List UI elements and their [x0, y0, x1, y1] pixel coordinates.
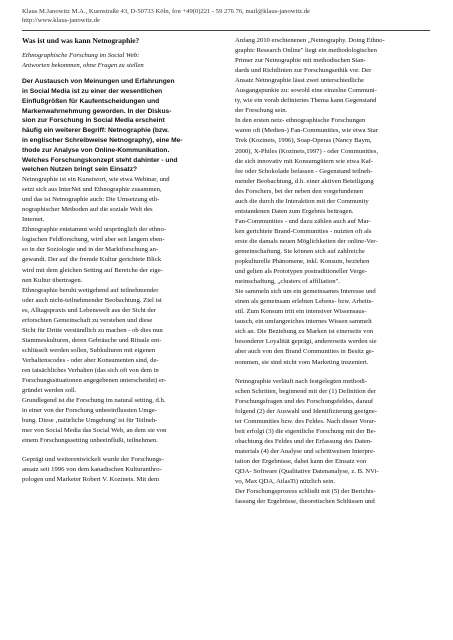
- text-line: tausch, ein umfangreiches internes Wissen sammelt: [235, 318, 372, 326]
- text-line: graphic Research Online" liegt ein methodologischen: [235, 47, 377, 55]
- text-line: schen Schritten, beginnend mit der (1) Definition der: [235, 387, 376, 395]
- text-line: welchen Nutzen bringt sein Einsatz?: [22, 166, 138, 174]
- text-line: oder auch nicht-teilnehmender Beobachtung. Ziel ist: [22, 296, 162, 304]
- article-subtitle: [22, 51, 218, 71]
- header-divider: [22, 30, 430, 31]
- text-line: In den ersten netz- ethnographische Forschungen: [235, 117, 366, 125]
- text-line: des Forschers, bei der neben den vorgefundenen: [235, 187, 364, 195]
- text-line: Der Austausch von Meinungen und Erfahrungen: [22, 78, 175, 86]
- text-line: thode zur Analyse von Online-Kommunikation.: [22, 146, 170, 154]
- text-line: Sicht für Dritte verständlich zu machen - ob dies nun: [22, 326, 163, 334]
- text-line: so in der Soziologie und in der Marktforschung an-: [22, 246, 159, 254]
- text-line: Netnographie ist ein Kunstwort, wie etwa Webinar, und: [22, 176, 170, 184]
- left-body-text: [22, 77, 218, 485]
- text-line: vo, Max QDA, AtlasTi) nützlich sein.: [235, 478, 336, 486]
- letterhead-address: Klaus M.Janowitz M.A., Kuenstraße 43, D-50733 Köln, fon +49(0)221 - 59 276 76, mail@klaus-janowitz.de: [22, 8, 310, 15]
- text-line: Internet.: [22, 216, 45, 224]
- text-line: Einflußgrößen für Kaufentscheidungen und: [22, 97, 160, 105]
- text-line: waren oft (Medien-) Fan-Communities, wie etwa Star: [235, 127, 378, 135]
- text-line: Stammeskulturen, deren Gebräuche und Rituale ent-: [22, 336, 162, 344]
- text-line: Grundlegend ist die Forschung im natural setting, d.h.: [22, 397, 166, 405]
- text-line: ty, wie ein vorab definiertes Thema kann Gegenstand: [235, 97, 377, 105]
- text-line: folgend (2) der Auswahl und Identifizierung geeigne-: [235, 407, 377, 415]
- text-line: in englischer Schreibweise Netnography), eine Me-: [22, 136, 183, 144]
- text-line: der Forschung sein.: [235, 107, 288, 115]
- text-line: ter Communities bzw. des Feldes. Nach dieser Vorar-: [235, 417, 377, 425]
- text-line: und das ist Netnographie auch: Die Umsetzung eth-: [22, 196, 160, 204]
- text-line: Ethnographie entstammt wohl ursprünglich der ethno-: [22, 226, 167, 234]
- text-line: aber auch von den Brand Communities in Besitz ge-: [235, 348, 375, 356]
- subtitle-line: Ethnographische Forschung im Social Web:: [22, 52, 140, 60]
- text-line: setzt sich aus InterNet und Ethnographie zusammen,: [22, 186, 162, 194]
- text-line: bung. Diese ‚natürliche Umgebung' ist für Teilneh-: [22, 417, 158, 425]
- text-line: tation der Ergebnisse, dabei kann der Einsatz von: [235, 457, 367, 465]
- text-line: fassung der Ergebnisse, theoretischen Schlüssen und: [235, 498, 375, 506]
- text-line: gewandt. Der auf die fremde Kultur gerichtete Blick: [22, 256, 162, 264]
- text-line: Primer zur Netnographie mit methodischen Stan-: [235, 57, 366, 65]
- text-line: Verhaltenscodes - oder aber Konsumenten sind, de-: [22, 356, 159, 364]
- text-line: gründet werden soll.: [22, 387, 77, 395]
- text-line: Ansatz Netnographie lässt zwei unterschiedliche: [235, 77, 365, 85]
- text-line: [235, 368, 431, 377]
- subtitle-line: Antworten bekommen, ohne Fragen zu stellen: [22, 62, 144, 70]
- text-line: Ethnographie beruht weitgehend auf teilnehmender: [22, 286, 159, 294]
- text-line: beit erfolgt (3) die eigentliche Forschung mit der Be-: [235, 427, 376, 435]
- text-line: Trek (Kozinets, 1996), Soap-Operas (Nancy Baym,: [235, 137, 372, 145]
- text-line: und gelten als Prototypen postraditioneller Verge-: [235, 268, 367, 276]
- text-line: Forschungsfragen und des Forschungsfeldes, darauf: [235, 397, 374, 405]
- text-line: Anfang 2010 erschienenen „Netnography. Doing Ethno-: [235, 37, 385, 44]
- text-line: nommen, sie sind nicht vom Marketing inszeniert.: [235, 358, 369, 366]
- right-body-text: [235, 36, 431, 507]
- text-line: schlüsselt werden sollen, Subkulturen mit eigenen: [22, 346, 156, 354]
- text-line: Sie sammeln sich um ein gemeinsames Interesse und: [235, 288, 376, 296]
- text-line: logischen Feldforschung, wird aber seit langem eben-: [22, 236, 165, 244]
- left-column: [22, 36, 218, 486]
- text-line: ken gerichtete Brand-Communities - nutzten oft als: [235, 227, 372, 235]
- text-line: ren tatsächliches Verhalten (das sich oft von dem in: [22, 367, 159, 374]
- text-line: fee oder Schokolade befassen - Gegenstand teilneh-: [235, 167, 373, 175]
- text-line: erste die damals neuen Möglichkeiten der online-Ver-: [235, 237, 378, 245]
- text-line: besonderer Loyalität geprägt, andererseits werden sie: [235, 338, 377, 346]
- text-line: entstandenen Daten zum Ergebnis beitragen.: [235, 207, 354, 215]
- right-column: [235, 36, 431, 507]
- text-line: QDA- Software (Qualitative Datenanalyse, z. B. NVi-: [235, 467, 379, 475]
- letterhead-website[interactable]: http://www.klaus-janowitz.de: [22, 17, 100, 25]
- text-line: pologen und Marketer Robert V. Kozinets. Mit dem: [22, 476, 160, 484]
- text-line: [22, 446, 218, 455]
- text-line: nen Kultur übertragen.: [22, 276, 83, 284]
- text-line: sich an. Die Beziehung zu Marken ist einerseits von: [235, 328, 374, 336]
- text-line: obachtung des Feldes und der Erfassung des Daten-: [235, 437, 373, 445]
- text-line: in einer von der Forschung unbeeinflussten Umge-: [22, 407, 157, 415]
- text-line: es, Alltagspraxis und Lebenswelt aus der Sicht der: [22, 306, 156, 314]
- text-line: nographischer Methoden auf die soziale Welt des: [22, 206, 153, 214]
- text-line: Ausgangspunkte zu: sowohl eine einzelne Communi-: [235, 87, 377, 95]
- text-line: Netnographie verläuft nach festgelegten methodi-: [235, 377, 368, 385]
- text-line: einen als gemeinsam erlebten Lebens- bzw. Arbeits-: [235, 298, 374, 306]
- text-line: Forschungssituationen angegebenen unterscheidet) er-: [22, 377, 167, 385]
- text-line: Der Forschungsprozess schließt mit (5) der Berichts-: [235, 488, 376, 496]
- text-line: sion zur Forschung in Social Media erscheint: [22, 117, 165, 125]
- text-line: Geprägt und weiterentwickelt wurde der Forschungs-: [22, 456, 164, 464]
- text-line: dards und Richtlinien zur Forschungsethik vor. Der: [235, 67, 372, 75]
- text-line: materials (4) der Analyse und schrittweisen Interpre-: [235, 447, 376, 455]
- text-line: erforschten Gemeinschaft zu verstehen und diese: [22, 316, 153, 324]
- text-line: gemeinschaftung. Sie können sich auf zahlreiche: [235, 247, 365, 255]
- text-line: in Social Media ist zu einer der wesentlichen: [22, 87, 163, 95]
- text-line: popkulturelle Phänomene, inkl. Konsum, beziehen: [235, 258, 370, 266]
- text-line: einem Forschungssetting unbeeinflußt, teilnehmen.: [22, 437, 158, 445]
- text-line: meinschaftung, „clusters of affiliation".: [235, 278, 340, 286]
- text-line: 2000), X-Philes (Kozinets,1997) - oder Communities,: [235, 147, 379, 155]
- text-line: mer von Social Media das Social Web, an dem sie von: [22, 427, 167, 435]
- text-line: die sich innovativ mit Konsumgütern wie etwa Kaf-: [235, 157, 374, 165]
- text-line: Fan-Communities - und dazu zählen auch auf Mar-: [235, 217, 371, 225]
- text-line: Markenwahrnehmung geworden. In der Diskus-: [22, 107, 172, 115]
- text-line: ansatz seit 1996 von dem kanadischen Kulturanthro-: [22, 466, 162, 474]
- text-line: Welches Forschungskonzept steht dahinter - und: [22, 156, 178, 164]
- text-line: häufig ein weiterer Begriff: Netnographie (bzw.: [22, 127, 169, 135]
- text-line: wird mit dem gleichen Setting auf Bereiche der eige-: [22, 266, 163, 274]
- letterhead: [22, 7, 442, 26]
- text-line: mender Beobachtung, d.h. einer aktiven Beteiligung: [235, 177, 374, 185]
- article-title: Was ist und was kann Netnographie?: [22, 36, 140, 45]
- text-line: stil. Zum Konsum tritt ein intensiver Wissensaus-: [235, 308, 367, 316]
- text-line: auch die durch die Interaktion mit der Community: [235, 197, 369, 205]
